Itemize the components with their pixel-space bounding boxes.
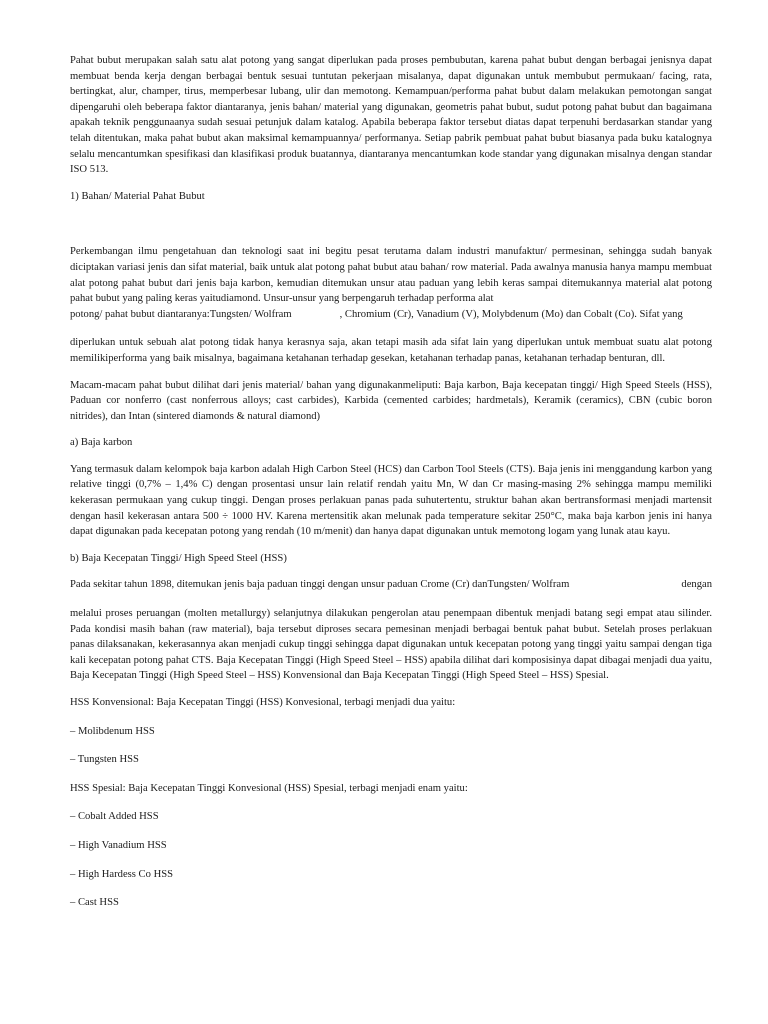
hss-special-heading: HSS Spesial: Baja Kecepatan Tinggi Konvesional (HSS) Spesial, terbagi menjadi enam yaitu: bbox=[70, 782, 468, 794]
list-item: – Cast HSS bbox=[70, 897, 119, 909]
list-item: – Molibdenum HSS bbox=[70, 725, 155, 737]
section-heading-carbon-steel: a) Baja karbon bbox=[70, 437, 133, 449]
hss-paragraph: melalui proses peruangan (molten metallurgy) selanjutnya dilakukan pengerolan atau penempaan dibentuk menjadi batang segi empat atau silinder. Pada kondisi masih bahan (raw material), baja tersebut diproses secara pemesinan menjadi berbagai bentuk pahat bubut. Setelah proses perlakuan panas dilaksanakan, kekerasannya akan menjadi cukup tinggi sehingga dapat digunakan untuk kecepatan potong yang tinggi yaitu sampai dengan tiga kali kecepatan potong pahat CTS. Baja Kecepatan Tinggi (High Speed Steel – HSS) apabila dilihat dari komposisinya dapat dibagai menjadi dua yaitu, Baja Kecepatan Tinggi (High Speed Steel – HSS) Konvensional dan Baja Kecepatan Tinggi (High Speed Steel – HSS) Spesial. bbox=[70, 608, 712, 682]
intro-paragraph: Pahat bubut merupakan salah satu alat potong yang sangat diperlukan pada proses pembubutan, karena pahat bubut dengan berbagai jenisnya dapat membuat benda kerja dengan berbagai bentuk sesuai tuntutan pekerjaan misalanya, dapat digunakan untuk membubut permukaan/ facing, rata, bertingkat, alur, champer, tirus, memperbesar lubang, ulir dan memotong. Kemampuan/performa pahat bubut dalam melakukan pemotongan sangat dipengaruhi oleh beberapa faktor diantaranya, jenis bahan/ material yang digunakan, geometris pahat bubut, sudut potong pahat bubut dan bagaimana apakah teknik penggunaanya sudah sesuai petunjuk dalam katalog. Apabila beberapa faktor tersebut diatas dapat terpenuhi berdasarkan standar yang telah ditentukan, maka pahat bubut akan maksimal kemampuannya/ performanya. Setiap pabrik pembuat pahat bubut biasanya pada buku katalognya selalu mencantumkan spesifikasi dan klasifikasi produk buatannya, diantaranya mencantumkan kode standar yang digunakan misalnya dengan standar ISO 513. bbox=[70, 55, 712, 176]
section-heading-material: 1) Bahan/ Material Pahat Bubut bbox=[70, 190, 205, 202]
material-paragraph: Perkembangan ilmu pengetahuan dan teknologi saat ini begitu pesat terutama dalam industri manufaktur/ permesinan, sehingga sudah banyak diciptakan variasi jenis dan sifat material, baik untuk alat potong pahat bubut atau bahan/ row material. Pada awalnya manusia hanya mampu membuat alat potong pahat bubut dari jenis baja karbon, kemudian ditemukan unsur atau paduan yang lebih keras sampai ditemukannya material alat potong pahat bubut yang paling keras yaitudiamond. Unsur-unsur yang berpengaruh terhadap performa alat bbox=[70, 246, 712, 305]
hss-intro-line bbox=[70, 577, 712, 593]
list-item: – Tungsten HSS bbox=[70, 754, 139, 766]
material-line-right: , Chromium (Cr), Vanadium (V), Molybdenum (Mo) dan Cobalt (Co). Sifat yang bbox=[339, 308, 683, 320]
types-paragraph: Macam-macam pahat bubut dilihat dari jenis material/ bahan yang digunakanmeliputi: Baja karbon, Baja kecepatan tinggi/ High Speed Steels (HSS), Paduan cor nonferro (cast nonferrous alloys; cast carbides), Karbida (cemented carbides; hardmetals), Keramik (ceramics), CBN (cubic boron nitrides), dan Intan (sintered diamonds & natural diamond) bbox=[70, 379, 712, 422]
list-item: – High Vanadium HSS bbox=[70, 839, 167, 851]
blank-gap bbox=[70, 204, 712, 244]
carbon-steel-paragraph: Yang termasuk dalam kelompok baja karbon adalah High Carbon Steel (HCS) dan Carbon Tool Steels (CTS). Baja jenis ini menggandung karbon yang relative tinggi (0,7% – 1,4% C) dengan prosentasi unsur lain relatif rendah yaitu Mn, W dan Cr masing-masing 2% sehingga mampu memiliki kekerasan permukaan yang cukup tinggi. Dengan proses perlakuan panas pada suhutertentu, struktur bahan akan bertransformasi menjadi martensit dengan hasil kekerasan antara 500 ÷ 1000 HV. Karena mertensitik akan melunak pada temperature sekitar 250°C, maka baja karbon jenis ini hanya dapat digunakan pada kecepatan potong yang rendah (10 m/menit) dan hanya dapat digunakan untuk memotong logam yang lunak atau kayu. bbox=[70, 463, 712, 538]
hss-line-right: dengan bbox=[681, 579, 712, 591]
document-body bbox=[70, 53, 712, 911]
list-item: – Cobalt Added HSS bbox=[70, 811, 159, 823]
section-heading-hss: b) Baja Kecepatan Tinggi/ High Speed Steel (HSS) bbox=[70, 552, 287, 564]
material-line-left: potong/ pahat bubut diantaranya:Tungsten/ Wolfram bbox=[70, 308, 292, 320]
list-item: – High Hardess Co HSS bbox=[70, 868, 173, 880]
hss-line-left: Pada sekitar tahun 1898, ditemukan jenis baja paduan tinggi dengan unsur paduan Crome (Cr) danTungsten/ Wolfram bbox=[70, 579, 570, 591]
hss-conventional-heading: HSS Konvensional: Baja Kecepatan Tinggi (HSS) Konvesional, terbagi menjadi dua yaitu: bbox=[70, 697, 456, 708]
material-paragraph-continued: diperlukan untuk sebuah alat potong tidak hanya kerasnya saja, akan tetapi masih ada sifat lain yang diperlukan untuk membuat suatu alat potong memilikiperforma yang baik misalnya, bagaimana ketahanan terhadap gesekan, ketahanan terhadap panas, ketahanan terhadap benturan, dll. bbox=[70, 337, 712, 364]
material-paragraph-line bbox=[70, 307, 712, 323]
